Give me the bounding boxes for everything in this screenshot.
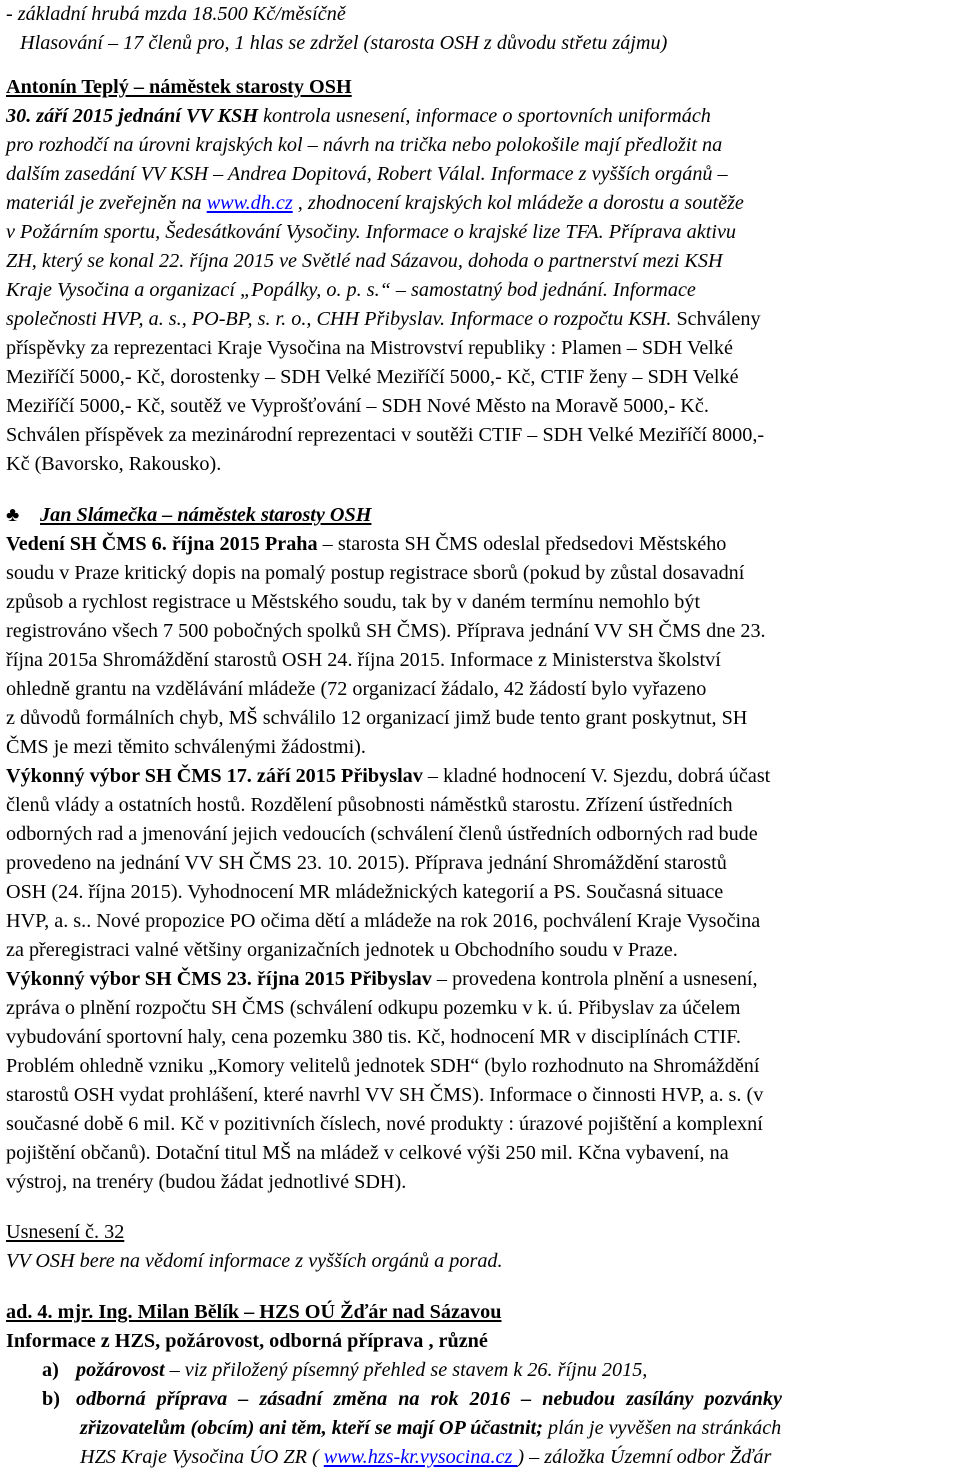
hzs-item-b [6, 1385, 956, 1414]
dh-cz-link[interactable]: www.dh.cz [206, 192, 293, 214]
hzs-item-a [6, 1356, 956, 1385]
teply-row-2: pro rozhodčí na úrovni krajských kol – návrh na trička nebo polokošile mají předložit na [6, 134, 723, 156]
teply-row-8 [6, 305, 956, 334]
vv17-row-2: členů vlády a ostatních hostů. Rozdělení působnosti náměstků starostu. Zřízení ústředních [6, 794, 733, 816]
teply-meeting-date: 30. září 2015 jednání VV KSH [6, 105, 259, 127]
hzs-heading: ad. 4. mjr. Ing. Milan Bělík – HZS OÚ Žďár nad Sázavou [6, 1301, 502, 1323]
teply-row-9: příspěvky za reprezentaci Kraje Vysočina na Mistrovství republiky : Plamen – SDH Velké [6, 337, 733, 359]
vv23-row-1 [6, 965, 956, 994]
resolution-text: VV OSH bere na vědomí informace z vyšších orgánů a porad. [6, 1250, 503, 1272]
vedeni-row-7: z důvodů formálních chyb, MŠ schválilo 12 organizací jimž bude tento grant poskytnut, SH [6, 707, 748, 729]
vedeni-row-5: října 2015a Shromáždění starostů OSH 24. října 2015. Informace z Ministerstva školství [6, 649, 721, 671]
vv17-row-1 [6, 762, 956, 791]
vv23-row-4: Problém ohledně vzniku „Komory velitelů jednotek SDH“ (bylo rozhodnuto na Shromáždění [6, 1055, 760, 1077]
item-b-text-2: plán je vyvěšen na stránkách [543, 1417, 782, 1439]
teply-row-3: dalším zasedání VV KSH – Andrea Dopitová, Robert Válal. Informace z vyšších orgánů – [6, 163, 728, 185]
vv17-row-6: HVP, a. s.. Nové propozice PO očima dětí a mládeže na rok 2016, pochválení Kraje Vysočina [6, 910, 761, 932]
vedeni-row-4: registrováno všech 7 500 pobočných spolků SH ČMS). Příprava jednání VV SH ČMS dne 23. [6, 620, 766, 642]
vv23-row-3: vybudování sportovní haly, cena pozemku 380 tis. Kč, hodnocení MR v disciplínách CTIF. [6, 1026, 741, 1048]
vedeni-row-6: ohledně grantu na vzdělávání mládeže (72 organizací žádalo, 42 žádostí bylo vyřazeno [6, 678, 707, 700]
vv17-row-5: OSH (24. října 2015). Vyhodnocení MR mládežnických kategorií a PS. Současná situace [6, 881, 724, 903]
vv17-row-4: provedeno na jednání VV SH ČMS 23. 10. 2015). Příprava jednání Shromáždění starostů [6, 852, 727, 874]
slamecka-heading: Jan Slámečka – náměstek starosty OSH [40, 504, 372, 526]
teply-row-5: v Požárním sportu, Šedesátkování Vysočiny. Informace o krajské lize TFA. Příprava aktivu [6, 221, 736, 243]
teply-text-4a: materiál je zveřejněn na [6, 192, 207, 214]
vv17-row-3: odborných rad a jmenování jejich vedoucích (schválení členů ústředních odborných rad bude [6, 823, 758, 845]
teply-row-11: Meziříčí 5000,- Kč, soutěž ve Vyprošťování – SDH Nové Město na Moravě 5000,- Kč. [6, 395, 709, 417]
teply-text-1: kontrola usnesení, informace o sportovních uniformách [258, 105, 711, 127]
vote-line: Hlasování – 17 členů pro, 1 hlas se zdržel (starosta OSH z důvodu střetu zájmu) [20, 32, 668, 54]
item-b-text-3b: ) – záložka Územní odbor Žďár [517, 1446, 772, 1468]
teply-row-10: Meziříčí 5000,- Kč, dorostenky – SDH Velké Meziříčí 5000,- Kč, CTIF ženy – SDH Velké [6, 366, 739, 388]
teply-row-12: Schválen příspěvek za mezinárodní reprezentaci v soutěži CTIF – SDH Velké Meziříčí 8000,- [6, 424, 765, 446]
teply-text-8a: společnosti HVP, a. s., PO-BP, s. r. o., CHH Přibyslav. Informace o rozpočtu KSH. [6, 308, 672, 330]
hzs-subheading: Informace z HZS, požárovost, odborná příprava , různé [6, 1330, 488, 1352]
teply-text-4b: , zhodnocení krajských kol mládeže a dorostu a soutěže [292, 192, 744, 214]
item-b-text-3a: HZS Kraje Vysočina ÚO ZR ( [80, 1446, 324, 1468]
item-a-label: a) [42, 1359, 59, 1381]
vv23-row-2: zpráva o plnění rozpočtu SH ČMS (schválení odkupu pozemku v k. ú. Přibyslav za účelem [6, 997, 741, 1019]
slamecka-heading-row [6, 501, 956, 530]
teply-row-1 [6, 102, 956, 131]
teply-row-6: ZH, který se konal 22. října 2015 ve Světlé nad Sázavou, dohoda o partnerství mezi KSH [6, 250, 723, 272]
vv17-row-7: za přeregistraci valné většiny organizačních jednotek u Obchodního soudu v Praze. [6, 939, 678, 961]
item-b-bold-2: zřizovatelům (obcím) ani těm, kteří se mají OP účastnit; [80, 1417, 543, 1439]
vv23-row-7: pojištění občanů). Dotační titul MŠ na mládež v celkové výši 250 mil. Kčna vybavení, na [6, 1142, 729, 1164]
section-slamecka [6, 501, 956, 1197]
section-teply [6, 73, 956, 479]
section-resolution [6, 1218, 956, 1276]
vv23-row-5: starostů OSH vydat prohlášení, které navrhl VV SH ČMS). Informace o činnosti HVP, a. s. (v [6, 1084, 764, 1106]
hzs-item-b-row-2 [6, 1414, 956, 1443]
vedeni-row-8: ČMS je mezi těmito schválenými žádostmi). [6, 736, 366, 758]
salary-line: - základní hrubá mzda 18.500 Kč/měsíčně [6, 3, 346, 25]
item-b-label: b) [42, 1388, 60, 1410]
vedeni-row-2: soudu v Praze kritický dopis na pomalý postup registrace sborů (pokud by zůstal dosavadní [6, 562, 745, 584]
club-bullet-icon: ♣ [6, 504, 20, 526]
item-b-bold-1: odborná příprava – zásadní změna na rok 2016 – nebudou zasílány pozvánky [76, 1388, 782, 1410]
teply-heading: Antonín Teplý – náměstek starosty OSH [6, 76, 352, 98]
hzs-vysocina-link[interactable]: www.hzs-kr.vysocina.cz [323, 1446, 518, 1468]
vv17-text-1: – kladné hodnocení V. Sjezdu, dobrá účast [422, 765, 771, 787]
salary-fragment [6, 0, 956, 58]
vedeni-text-1: – starosta SH ČMS odeslal předsedovi Městského [317, 533, 727, 555]
section-hzs [6, 1298, 956, 1472]
resolution-title: Usnesení č. 32 [6, 1221, 125, 1243]
teply-text-8b: Schváleny [671, 308, 761, 330]
vedeni-row-3: způsob a rychlost registrace u Městského soudu, tak by v daném termínu nemohlo být [6, 591, 701, 613]
item-a-bold: požárovost [76, 1359, 165, 1381]
vedeni-row-1 [6, 530, 956, 559]
teply-row-7: Kraje Vysočina a organizací „Popálky, o. p. s.“ – samostatný bod jednání. Informace [6, 279, 696, 301]
hzs-item-b-row-3 [6, 1443, 956, 1472]
vv23-heading: Výkonný výbor SH ČMS 23. října 2015 Přibyslav [6, 968, 432, 990]
vv17-heading: Výkonný výbor SH ČMS 17. září 2015 Přibyslav [6, 765, 423, 787]
vv23-row-6: současné době 6 mil. Kč v pozitivních číslech, nové produkty : úrazové pojištění a komplexní [6, 1113, 763, 1135]
vv23-row-8: výstroj, na trenéry (budou žádat jednotlivé SDH). [6, 1171, 407, 1193]
teply-row-13: Kč (Bavorsko, Rakousko). [6, 453, 222, 475]
vv23-text-1: – provedena kontrola plnění a usnesení, [431, 968, 758, 990]
teply-row-4 [6, 189, 956, 218]
item-a-text: – viz přiložený písemný přehled se stavem k 26. říjnu 2015, [164, 1359, 648, 1381]
vedeni-heading: Vedení SH ČMS 6. října 2015 Praha [6, 533, 318, 555]
